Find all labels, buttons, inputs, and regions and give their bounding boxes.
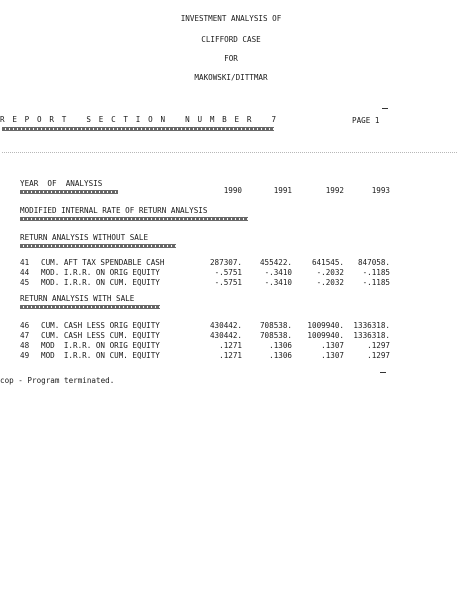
row-label: CUM. CASH LESS ORIG EQUITY <box>41 321 160 330</box>
cell-value: 708538. <box>259 331 292 340</box>
mirr-heading: MODIFIED INTERNAL RATE OF RETURN ANALYSIS <box>20 206 208 215</box>
cell-value: -.1185 <box>362 278 390 287</box>
cell-value: .1297 <box>367 351 390 360</box>
without-sale-heading: RETURN ANALYSIS WITHOUT SALE <box>20 233 149 242</box>
cell-value: 641545. <box>311 258 344 267</box>
row-label: CUM. AFT TAX SPENDABLE CASH <box>41 258 165 267</box>
row-number: 47 <box>20 331 30 340</box>
cell-value: .1306 <box>269 351 292 360</box>
with-sale-heading: RETURN ANALYSIS WITH SALE <box>20 294 135 303</box>
cell-value: 455422. <box>259 258 292 267</box>
row-label: MOD. I.R.R. ON CUM. EQUITY <box>41 278 160 287</box>
row-number: 44 <box>20 268 30 277</box>
cell-value: 430442. <box>209 331 242 340</box>
row-label: MOD I.R.R. ON CUM. EQUITY <box>41 351 160 360</box>
cell-value: .1306 <box>269 341 292 350</box>
cell-value: -.2032 <box>316 268 344 277</box>
cell-value: -.5751 <box>214 268 242 277</box>
faint-separator <box>2 152 457 153</box>
cell-value: .1297 <box>367 341 390 350</box>
cell-value: .1307 <box>321 351 344 360</box>
row-number: 45 <box>20 278 30 287</box>
page-number: PAGE 1 <box>352 116 380 125</box>
page-mark <box>382 108 388 109</box>
year-label: YEAR OF ANALYSIS <box>20 179 103 188</box>
program-terminated-message: cop - Program terminated. <box>0 376 115 385</box>
cell-value: -.3410 <box>264 268 292 277</box>
title-line-2: CLIFFORD CASE <box>201 35 261 44</box>
cell-value: -.1185 <box>362 268 390 277</box>
with-sale-underline <box>20 305 160 309</box>
row-number: 46 <box>20 321 30 330</box>
row-label: MOD. I.R.R. ON ORIG EQUITY <box>41 268 160 277</box>
title-line-1: INVESTMENT ANALYSIS OF <box>180 14 282 23</box>
row-number: 41 <box>20 258 30 267</box>
row-label: CUM. CASH LESS CUM. EQUITY <box>41 331 160 340</box>
title-line-3: FOR <box>224 54 238 63</box>
cell-value: 430442. <box>209 321 242 330</box>
end-mark <box>380 372 386 373</box>
cell-value: 1336318. <box>353 331 390 340</box>
cell-value: 1009940. <box>307 321 344 330</box>
cell-value: -.3410 <box>264 278 292 287</box>
year-1993: 1993 <box>371 186 390 195</box>
cell-value: .1271 <box>219 351 242 360</box>
cell-value: 708538. <box>259 321 292 330</box>
cell-value: -.5751 <box>214 278 242 287</box>
mirr-underline <box>20 217 248 221</box>
report-section-label: R E P O R T S E C T I O N N U M B E R 7 <box>0 115 278 124</box>
row-label: MOD I.R.R. ON ORIG EQUITY <box>41 341 160 350</box>
cell-value: 1336318. <box>353 321 390 330</box>
cell-value: -.2032 <box>316 278 344 287</box>
year-1992: 1992 <box>325 186 344 195</box>
cell-value: 847058. <box>357 258 390 267</box>
cell-value: 1009940. <box>307 331 344 340</box>
row-number: 48 <box>20 341 30 350</box>
cell-value: .1307 <box>321 341 344 350</box>
year-1991: 1991 <box>273 186 292 195</box>
year-underline <box>20 190 118 194</box>
cell-value: 287307. <box>209 258 242 267</box>
title-line-4: MAKOWSKI/DITTMAR <box>194 73 268 82</box>
year-1990: 1990 <box>223 186 242 195</box>
section-underline <box>2 127 274 131</box>
row-number: 49 <box>20 351 30 360</box>
cell-value: .1271 <box>219 341 242 350</box>
without-sale-underline <box>20 244 176 248</box>
